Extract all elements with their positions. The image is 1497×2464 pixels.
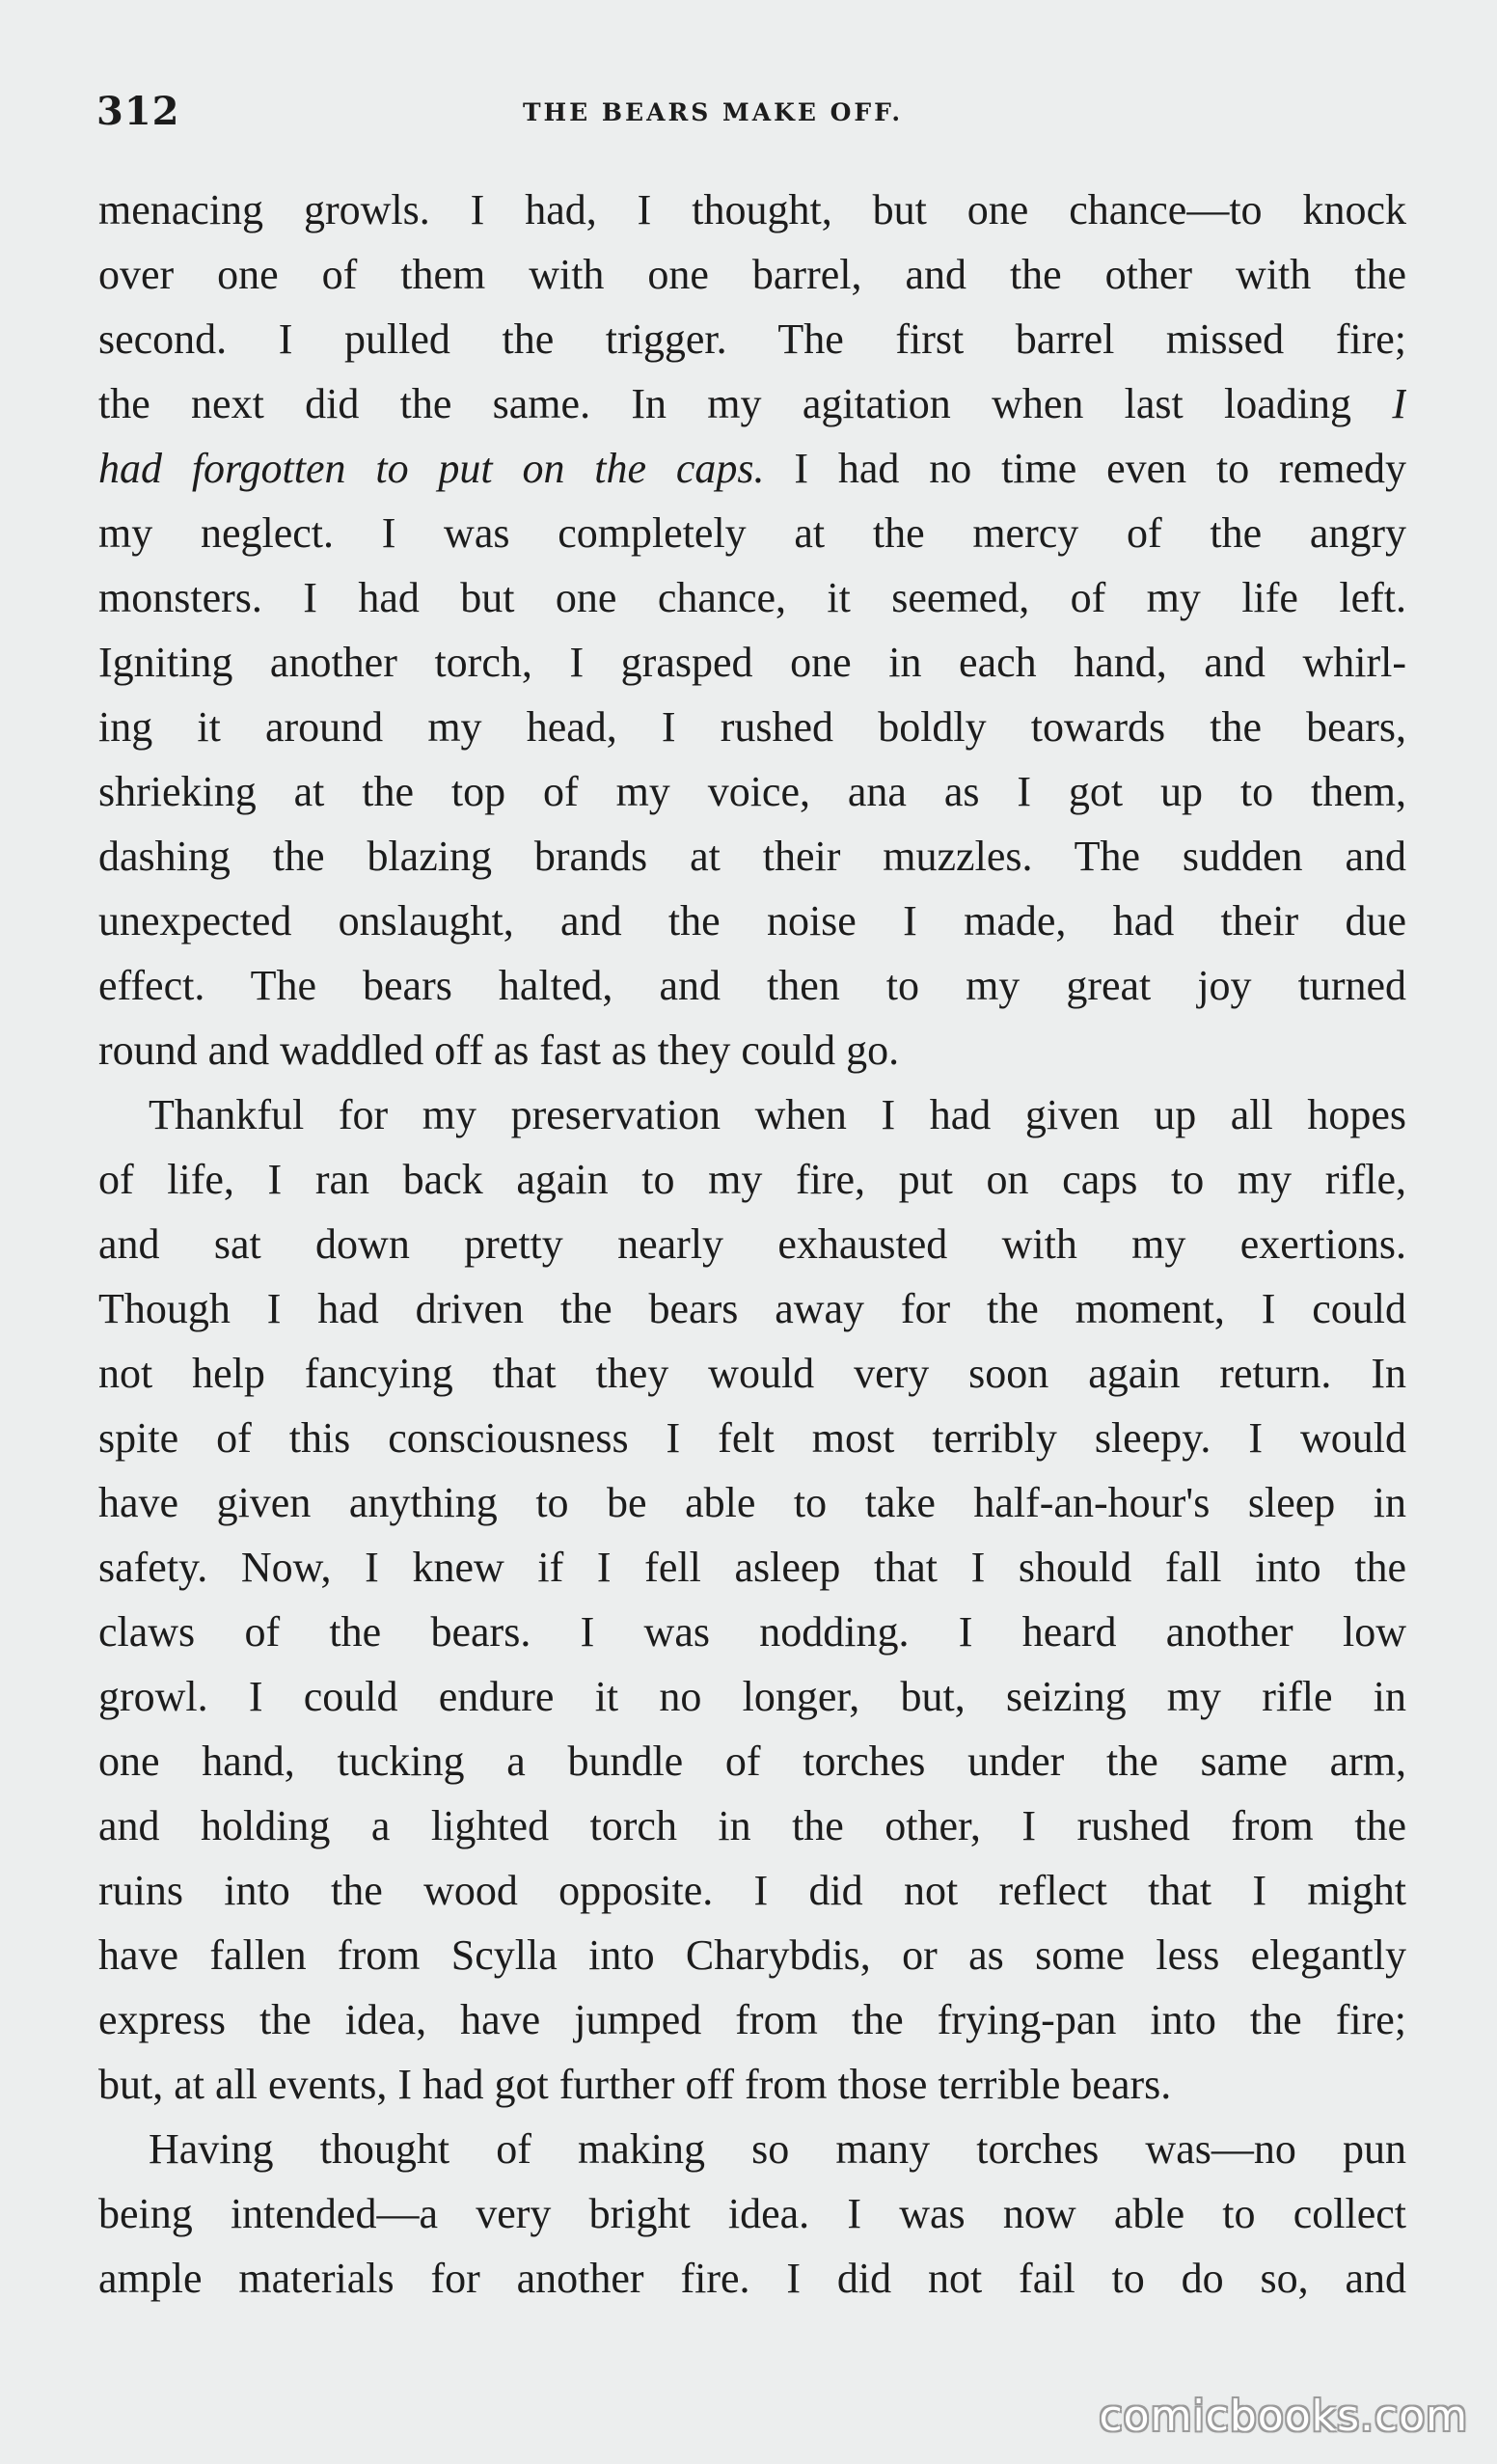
text-line: of life, I ran back again to my fire, put on caps to my rifle, [98,1156,1406,1203]
text-line: Though I had driven the bears away for the moment, I could [98,1285,1406,1332]
text-line-part: I had no time even to remedy [794,445,1406,492]
text-line: ruins into the wood opposite. I did not reflect that I might [98,1867,1406,1914]
text-line: over one of them with one barrel, and the other with the [98,251,1406,298]
text-line: growl. I could endure it no longer, but, seizing my rifle in [98,1673,1406,1720]
text-line: ample materials for another fire. I did not fail to do so, and [98,2255,1406,2302]
text-line: Having thought of making so many torches was—no pun [149,2125,1406,2173]
text-line: shrieking at the top of my voice, ana as I got up to them, [98,768,1406,815]
text-line: express the idea, have jumped from the frying-pan into the fire; [98,1996,1406,2043]
text-line [98,436,1406,501]
text-line: have given anything to be able to take half-an-hour's sleep in [98,1479,1406,1526]
running-title: THE BEARS MAKE OFF. [522,98,904,126]
text-line: claws of the bears. I was nodding. I heard another low [98,1608,1406,1656]
page-number: 312 [96,89,180,134]
text-line: ing it around my head, I rushed boldly towards the bears, [98,703,1406,751]
text-line [98,371,1406,436]
body-text [98,178,1406,2311]
text-line: Thankful for my preservation when I had given up all hopes [149,1091,1406,1138]
text-line: my neglect. I was completely at the mercy of the angry [98,509,1406,557]
italic-text: had forgotten to put on the caps. [98,445,765,492]
text-line: dashing the blazing brands at their muzzles. The sudden and [98,833,1406,880]
italic-text: I [1392,380,1406,427]
text-line: but, at all events, I had got further off from those terrible bears. [98,2061,1172,2108]
text-line: unexpected onslaught, and the noise I made, had their due [98,897,1406,945]
text-line-part: the next did the same. In my agitation when last loading [98,380,1352,427]
text-line: one hand, tucking a bundle of torches under the same arm, [98,1738,1406,1785]
watermark: comicbooks.com [1099,2392,1468,2441]
text-line: effect. The bears halted, and then to my great joy turned [98,962,1406,1009]
text-line: menacing growls. I had, I thought, but one chance—to knock [98,186,1406,233]
text-line: safety. Now, I knew if I fell asleep that I should fall into the [98,1544,1406,1591]
text-line: Igniting another torch, I grasped one in each hand, and whirl- [98,639,1406,686]
text-line: not help fancying that they would very soon again return. In [98,1350,1406,1397]
text-line: monsters. I had but one chance, it seemed, of my life left. [98,574,1406,621]
text-line: and sat down pretty nearly exhausted with my exertions. [98,1220,1406,1268]
text-line: and holding a lighted torch in the other, I rushed from the [98,1802,1406,1849]
running-head [96,89,1406,147]
text-line: have fallen from Scylla into Charybdis, or as some less elegantly [98,1931,1406,1979]
text-line: being intended—a very bright idea. I was now able to collect [98,2190,1406,2237]
text-line: second. I pulled the trigger. The first barrel missed fire; [98,315,1406,363]
text-line: round and waddled off as fast as they could go. [98,1027,900,1074]
text-line: spite of this consciousness I felt most terribly sleepy. I would [98,1414,1406,1462]
